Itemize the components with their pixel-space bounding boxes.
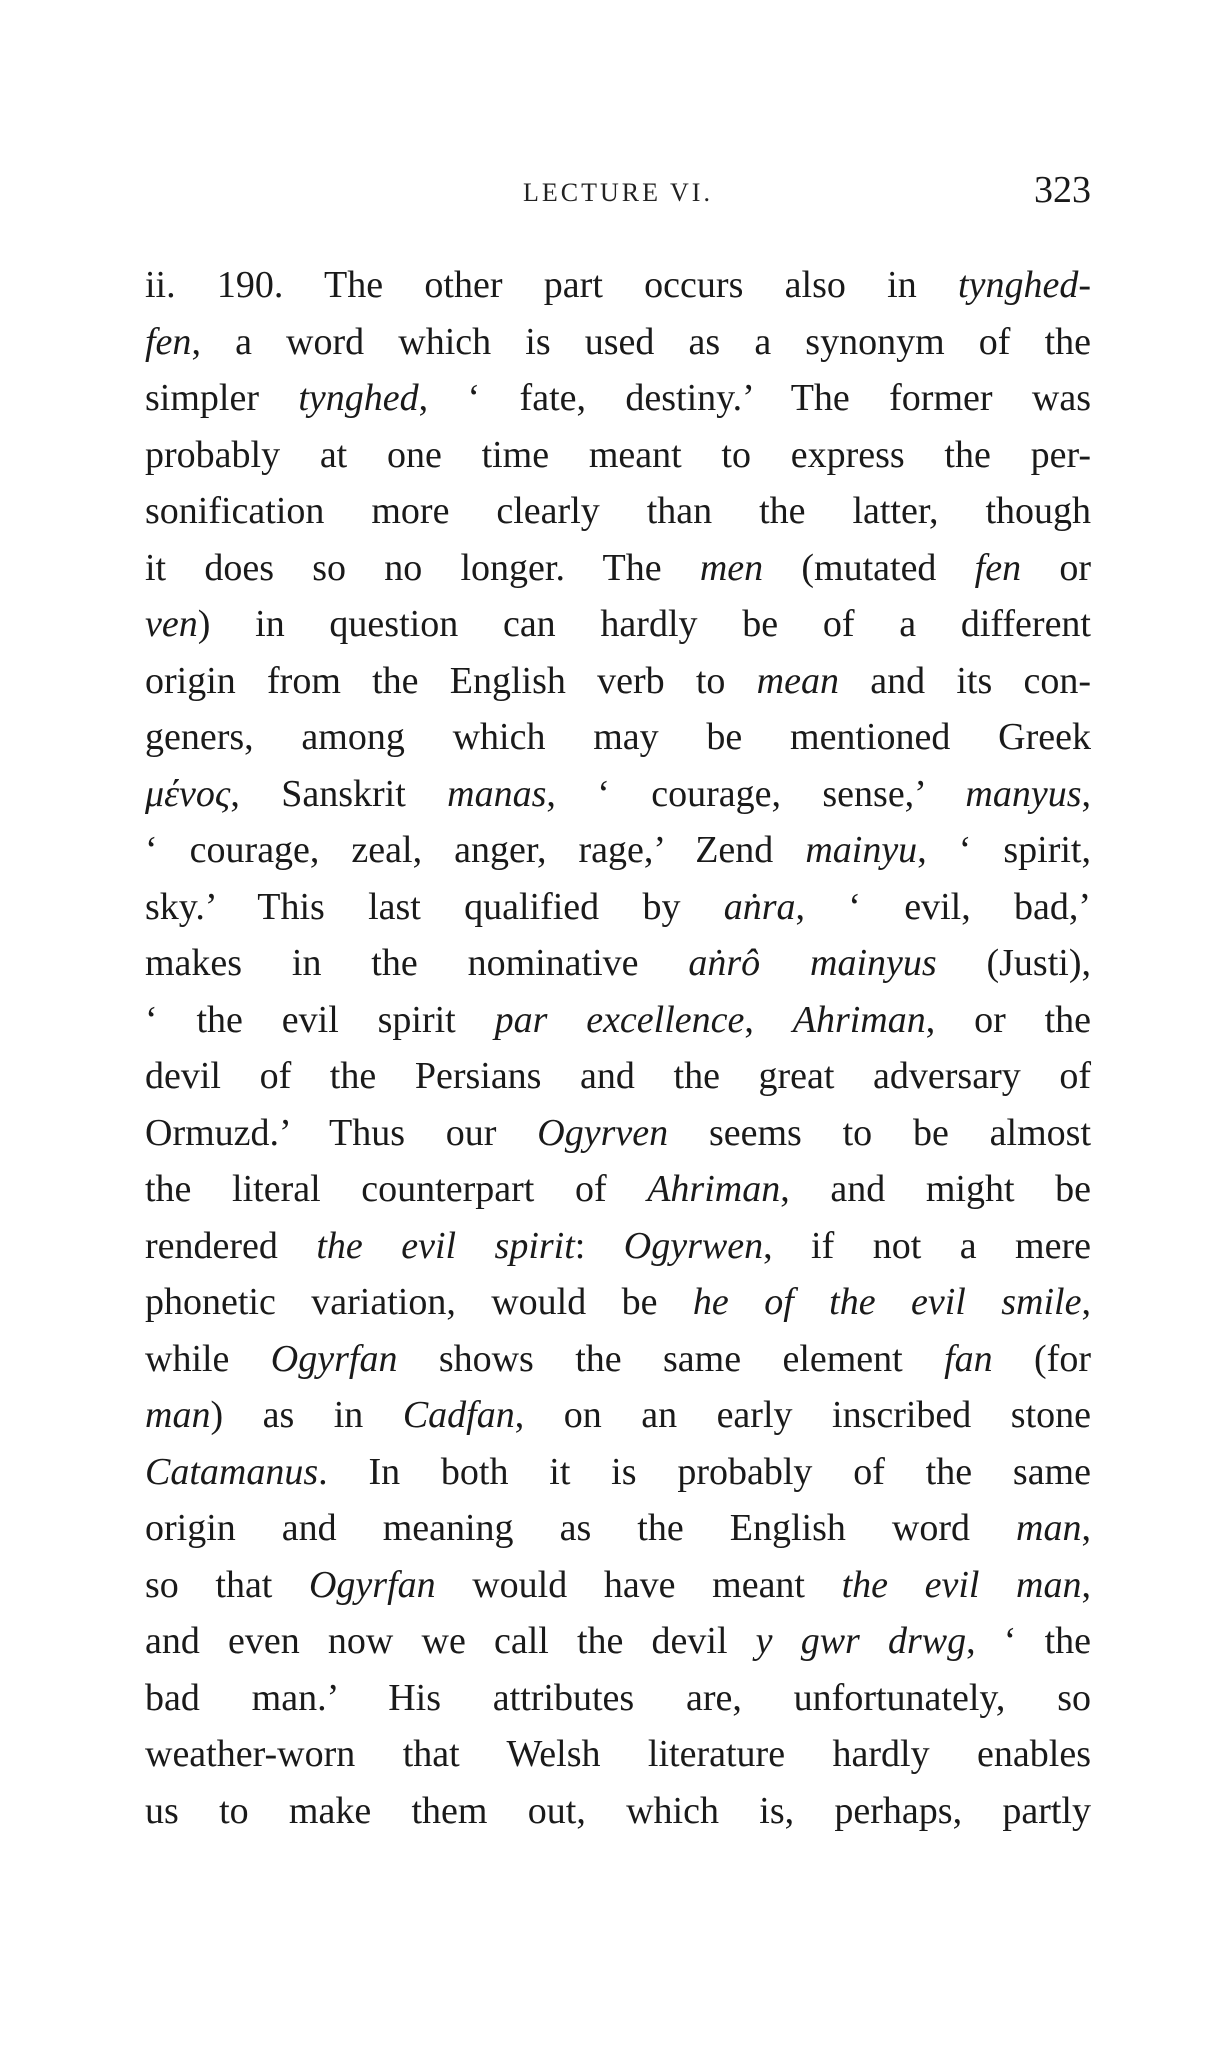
text-line: us to make them out, which is, perhaps, partly <box>145 1789 1091 1832</box>
body-text <box>145 257 1091 1839</box>
text-line: origin and meaning as the English word man, <box>145 1507 1091 1549</box>
text-line: weather-worn that Welsh literature hardly enables <box>145 1733 1091 1775</box>
text-line: geners, among which may be mentioned Greek <box>145 716 1091 758</box>
text-line: rendered the evil spirit: Ogyrwen, if not a mere <box>145 1224 1091 1267</box>
text-line: Ormuzd.’ Thus our Ogyrven seems to be almost <box>145 1111 1092 1154</box>
text-line: Catamanus. In both it is probably of the same <box>145 1450 1091 1493</box>
text-line: probably at one time meant to express the per- <box>145 433 1091 476</box>
text-line: so that Ogyrfan would have meant the evil man, <box>145 1563 1091 1606</box>
text-line: sky.’ This last qualified by aṅra, ‘ evil, bad,’ <box>145 885 1092 928</box>
text-line: while Ogyrfan shows the same element fan (for <box>145 1337 1091 1380</box>
page-header <box>145 168 1091 228</box>
text-line: and even now we call the devil y gwr drwg, ‘ the <box>145 1620 1092 1662</box>
text-line: ‘ the evil spirit par excellence, Ahriman, or the <box>145 998 1092 1041</box>
text-line: ii. 190. The other part occurs also in tynghed- <box>145 264 1091 306</box>
page-number: 323 <box>1034 169 1091 211</box>
text-line: simpler tynghed, ‘ fate, destiny.’ The former was <box>145 377 1092 419</box>
text-line: phonetic variation, would be he of the evil smile, <box>145 1281 1091 1323</box>
text-line: makes in the nominative aṅrô mainyus (Justi), <box>145 942 1091 984</box>
text-line: it does so no longer. The men (mutated fen or <box>145 546 1091 589</box>
text-line: origin from the English verb to mean and its con- <box>145 659 1091 702</box>
text-line: μένος, Sanskrit manas, ‘ courage, sense,’ manyus, <box>145 772 1091 815</box>
text-line: bad man.’ His attributes are, unfortunately, so <box>145 1676 1091 1719</box>
text-line: sonification more clearly than the latter, though <box>145 490 1091 532</box>
text-line: man) as in Cadfan, on an early inscribed stone <box>145 1394 1092 1436</box>
text-line: ven) in question can hardly be of a different <box>145 603 1091 645</box>
text-line: fen, a word which is used as a synonym of the <box>145 320 1091 363</box>
text-line: ‘ courage, zeal, anger, rage,’ Zend mainyu, ‘ spirit, <box>145 829 1091 871</box>
text-line: devil of the Persians and the great adversary of <box>145 1055 1091 1097</box>
running-head: LECTURE VI. <box>523 178 713 207</box>
text-line: the literal counterpart of Ahriman, and might be <box>145 1168 1091 1210</box>
